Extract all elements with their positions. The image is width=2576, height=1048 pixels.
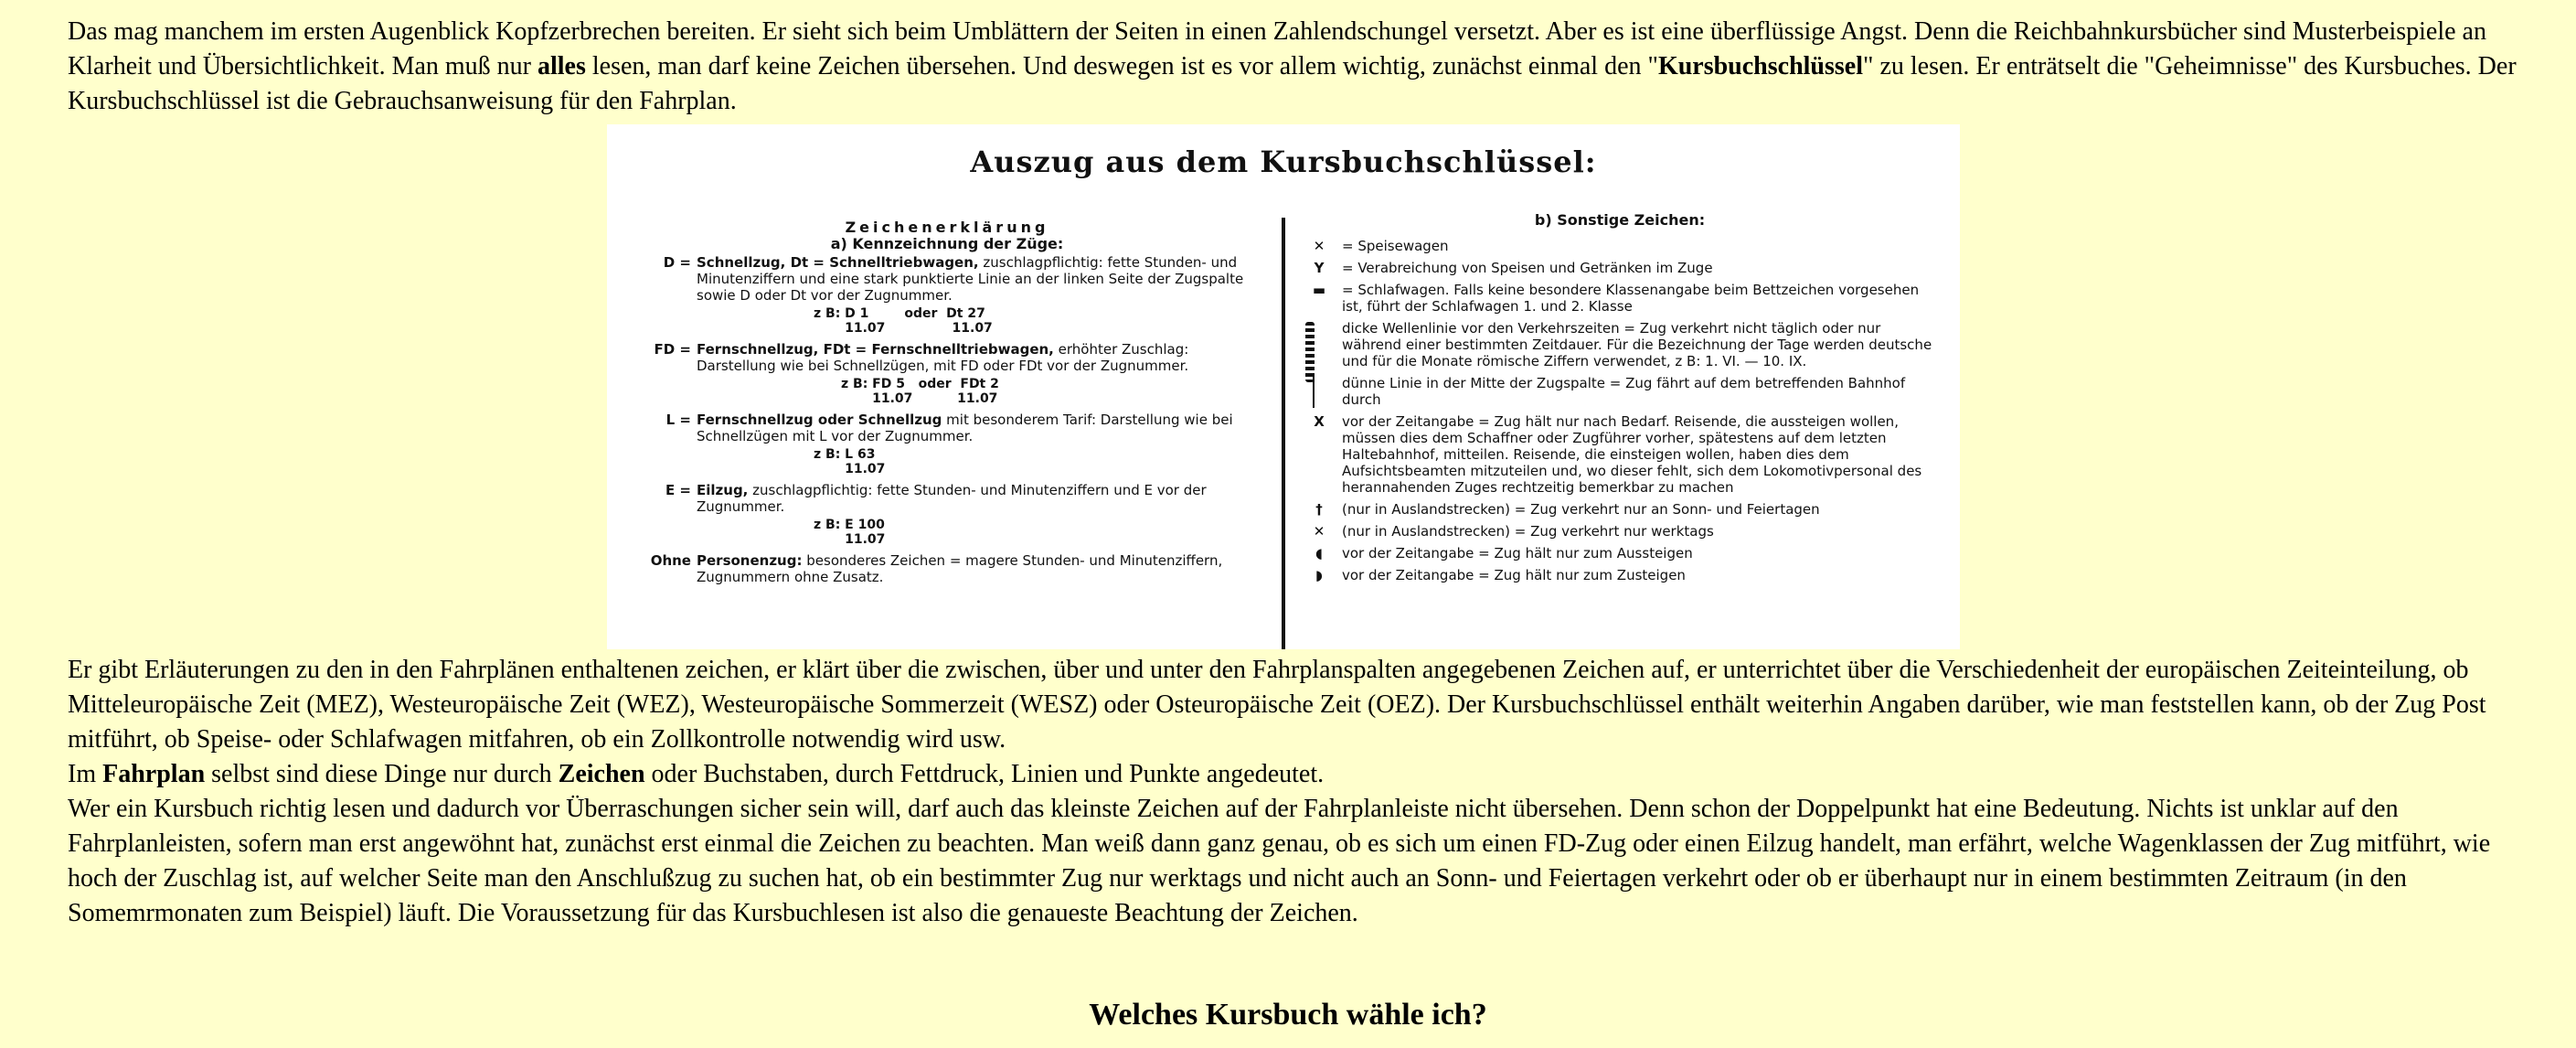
sign-entry <box>1300 523 1940 540</box>
sign-symbol-icon: ✕ <box>1313 238 1325 254</box>
sign-symbol-icon: † <box>1315 501 1323 518</box>
train-type-symbol: Ohne <box>650 552 691 569</box>
sign-entry <box>1300 501 1940 518</box>
text-run: oder Buchstaben, durch Fettdruck, Linien und Punkte angedeutet. <box>644 760 1325 788</box>
text-run: lesen, man darf keine Zeichen übersehen. Und deswegen ist es vor allem wichtig, zunächst einmal den " <box>585 52 1658 80</box>
sign-entry <box>1300 260 1940 276</box>
sign-symbol-icon: Y <box>1314 260 1325 276</box>
train-type-description: zuschlagpflichtig: fette Stunden- und Minutenziffern und E vor der Zugnummer. <box>697 482 1207 515</box>
train-type-description: erhöhter Zuschlag: Darstellung wie bei Schnellzügen, mit FD oder FDt vor der Zugnummer. <box>697 341 1189 374</box>
sign-symbol-icon: ✕ <box>1313 523 1325 540</box>
sign-symbol-icon: ◗ <box>1315 567 1323 583</box>
intro-paragraph <box>68 15 2517 119</box>
body-paragraphs <box>68 653 2517 931</box>
left-heading: Zeichenerklärung <box>845 219 1049 236</box>
right-entries <box>1300 238 1940 583</box>
left-subheading: a) Kennzeichnung der Züge: <box>830 235 1064 252</box>
train-type-entry <box>631 482 1263 515</box>
sign-entry <box>1300 545 1940 561</box>
sign-description: vor der Zeitangabe = Zug hält nur nach Bedarf. Reisende, die aussteigen wollen, müssen dies dem Schaffner oder Zugführer vorher, spätestens auf dem letzten Haltebahnhof, mitteilen. Reisende, die einsteigen wollen, haben dies dem Aufsichtsbeamten mitzuteilen und, wo dieser fehlt, sich dem Lokomotivpersonal des herannahenden Zuges rechtzeitig bemerkbar zu machen <box>1342 413 1922 496</box>
bold-text-run: Kursbuchschlüssel <box>1657 52 1864 80</box>
wavy-line-icon <box>1305 322 1315 382</box>
sign-description: = Verabreichung von Speisen und Getränken im Zuge <box>1342 260 1713 276</box>
text-run: Er gibt Erläuterungen zu den in den Fahrplänen enthaltenen zeichen, er klärt über die zwischen, über und unter den Fahrplanspalten angegebenen Zeichen auf, er unterrichtet über die Verschiedenheit der europäischen Zeiteinteilung, ob Mitteleuropäische Zeit (MEZ), Westeuropäische Zeit (WEZ), Westeuropäische Sommerzeit (WESZ) oder Osteuropäische Zeit (OEZ). Der Kursbuchschlüssel enthält weiterhin Angaben darüber, wie man feststellen kann, ob der Zug Post mitführt, ob Speise- oder Schlafwagen mitfahren, ob ein Zollkontrolle notwendig wird usw. <box>68 656 2486 754</box>
figure-title: Auszug aus dem Kursbuchschlüssel: <box>970 144 1597 179</box>
figure-left-column <box>631 216 1263 585</box>
text-run: Das mag manchem im ersten Augenblick Kopfzerbrechen bereiten. Er sieht sich beim Umblättern der Seiten in einen Zahlendschungel versetzt. Aber es ist eine überflüssige Angst. Denn die Reichbahnkursbücher sind Musterbeispiele an Klarheit und Übersichtlichkeit. Man muß nur <box>68 17 2486 80</box>
timetable-sample: z B: E 100 11.07 <box>814 518 886 547</box>
sign-symbol-icon: X <box>1314 413 1325 430</box>
train-type-name: Eilzug, <box>697 482 749 498</box>
sign-entry <box>1300 320 1940 369</box>
train-type-symbol: E = <box>665 482 691 498</box>
bold-text-run: alles <box>538 52 586 80</box>
train-type-entry <box>631 412 1263 444</box>
timetable-sample: z B: L 63 11.07 <box>814 447 886 476</box>
sign-entry <box>1300 567 1940 583</box>
train-type-description: zuschlagpflichtig: fette Stunden- und Minutenziffern und eine stark punktierte Linie an der linken Seite der Zugspalte sowie D oder Dt vor der Zugnummer. <box>697 254 1244 304</box>
figure-right-column <box>1300 212 1940 589</box>
sign-description: = Speisewagen <box>1342 238 1449 254</box>
sign-description: vor der Zeitangabe = Zug hält nur zum Zusteigen <box>1342 567 1686 583</box>
bold-text-run: Fahrplan <box>102 760 206 788</box>
train-type-symbol: FD = <box>654 341 691 358</box>
thin-line-icon <box>1313 377 1315 408</box>
timetable-sample: z B: FD 5 oder FDt 2 11.07 11.07 <box>841 377 999 406</box>
sign-description: dünne Linie in der Mitte der Zugspalte = Zug fährt auf dem betreffenden Bahnhof durch <box>1342 375 1906 408</box>
train-type-entry <box>631 341 1263 374</box>
train-type-name: Fernschnellzug, FDt = Fernschnelltriebwagen, <box>697 341 1054 358</box>
figure-divider <box>1282 218 1285 649</box>
section-heading: Welches Kursbuch wähle ich? <box>1089 998 1487 1032</box>
train-type-name: Personenzug: <box>697 552 803 569</box>
train-type-description: besonderes Zeichen = magere Stunden- und Minutenziffern, Zugnummern ohne Zusatz. <box>697 552 1223 585</box>
text-run: " zu lesen. Er enträtselt die "Geheimnisse" des Kursbuches. Der Kursbuchschlüssel ist die Gebrauchsanweisung für den Fahrplan. <box>68 52 2517 115</box>
train-type-description: mit besonderem Tarif: Darstellung wie bei Schnellzügen mit L vor der Zugnummer. <box>697 412 1233 444</box>
sign-description: (nur in Auslandstrecken) = Zug verkehrt nur an Sonn- und Feiertagen <box>1342 501 1820 518</box>
sign-description: dicke Wellenlinie vor den Verkehrszeiten = Zug verkehrt nicht täglich oder nur während einer bestimmten Zeitdauer. Für die Bezeichnung der Tage werden deutsche und für die Monate römische Ziffern verwendet, z B: 1. VI. — 10. IX. <box>1342 320 1932 369</box>
text-run: selbst sind diese Dinge nur durch <box>205 760 559 788</box>
right-heading: b) Sonstige Zeichen: <box>1534 211 1706 229</box>
train-type-name: Schnellzug, Dt = Schnelltriebwagen, <box>697 254 979 271</box>
sign-entry <box>1300 375 1940 408</box>
text-run: Im <box>68 760 103 788</box>
sign-description: vor der Zeitangabe = Zug hält nur zum Aussteigen <box>1342 545 1693 561</box>
sign-entry <box>1300 238 1940 254</box>
train-type-symbol: L = <box>665 412 691 428</box>
bold-text-run: Zeichen <box>558 760 645 788</box>
train-type-name: Fernschnellzug oder Schnellzug <box>697 412 942 428</box>
text-run: Wer ein Kursbuch richtig lesen und dadurch vor Überraschungen sicher sein will, darf auch das kleinste Zeichen auf der Fahrplanleiste nicht übersehen. Denn schon der Doppelpunkt hat eine Bedeutung. Nichts ist unklar auf den Fahrplanleisten, sofern man erst angewöhnt hat, zunächst erst einmal die Zeichen zu beachten. Man weiß dann ganz genau, ob es sich um einen FD-Zug oder einen Eilzug handelt, man erfährt, welche Wagenklassen der Zug mitführt, wie hoch der Zuschlag ist, auf welcher Seite man den Anschlußzug zu suchen hat, ob ein bestimmter Zug nur werktags und nicht auch an Sonn- und Feiertagen verkehrt oder ob er überhaupt nur in einem bestimmten Zeitraum (in den Somemrmonaten zum Beispiel) läuft. Die Voraussetzung für das Kursbuchlesen ist also die genaueste Beachtung der Zeichen. <box>68 795 2491 927</box>
kursbuchschluessel-scan <box>607 124 1960 649</box>
sign-entry <box>1300 413 1940 496</box>
sign-symbol-icon: ▬ <box>1312 282 1326 298</box>
timetable-sample: z B: D 1 oder Dt 27 11.07 11.07 <box>814 306 993 336</box>
left-entries <box>631 254 1263 585</box>
sign-symbol-icon: ◖ <box>1315 545 1323 561</box>
train-type-entry <box>631 552 1263 585</box>
sign-description: = Schlafwagen. Falls keine besondere Klassenangabe beim Bettzeichen vorgesehen ist, führt der Schlafwagen 1. und 2. Klasse <box>1342 282 1920 315</box>
sign-description: (nur in Auslandstrecken) = Zug verkehrt nur werktags <box>1342 523 1714 540</box>
sign-entry <box>1300 282 1940 315</box>
train-type-entry <box>631 254 1263 304</box>
train-type-symbol: D = <box>663 254 691 271</box>
